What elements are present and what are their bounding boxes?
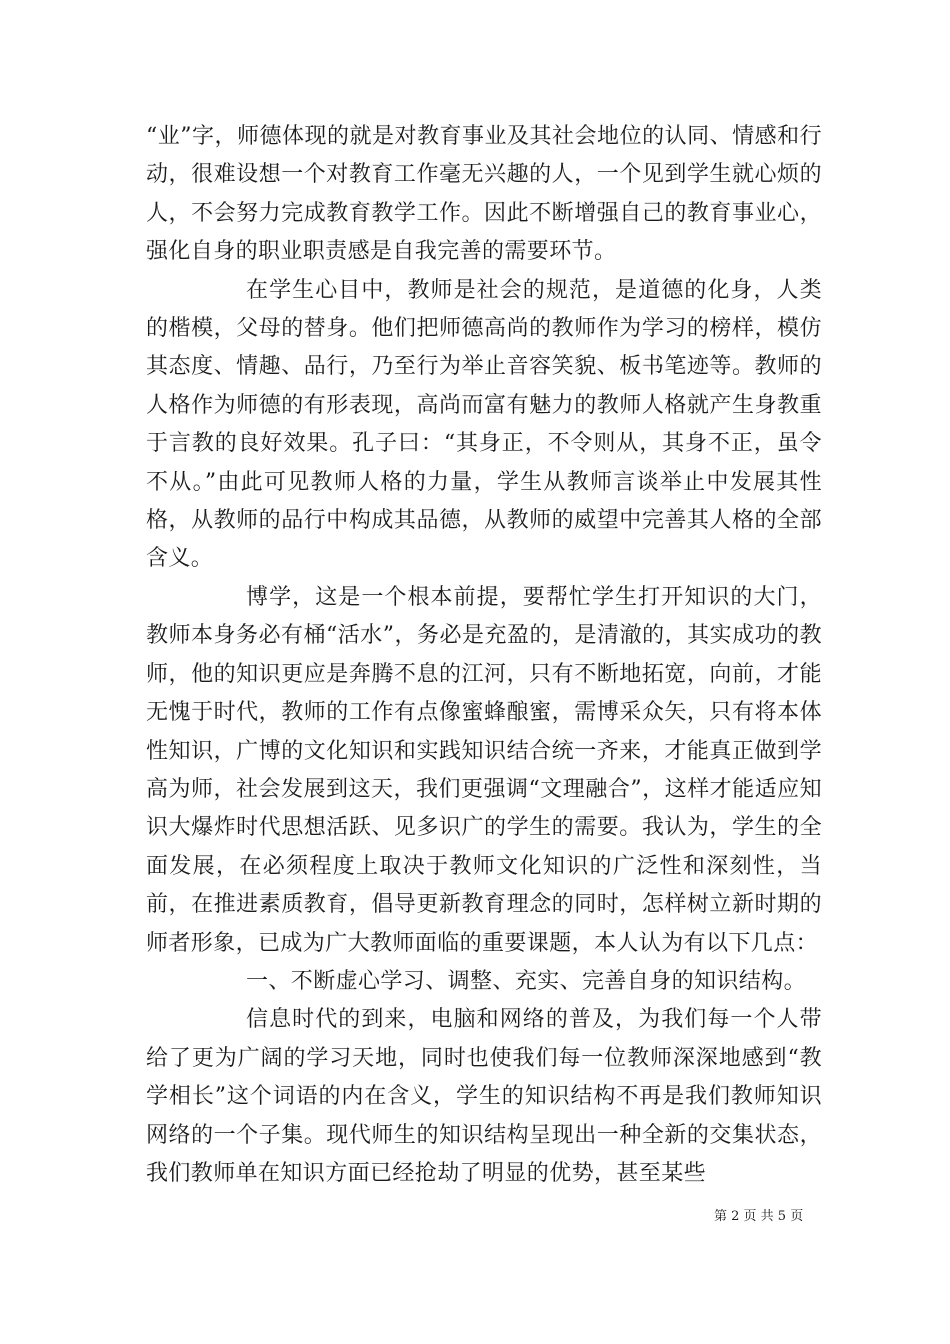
page-number-footer: 第 2 页 共 5 页 — [714, 1209, 804, 1224]
paragraph-1: “业”字，师德体现的就是对教育事业及其社会地位的认同、情感和行动，很难设想一个对教育工作毫无兴趣的人，一个见到学生就心烦的人，不会努力完成教育教学工作。因此不断增强自己的教育事业心，强化自身的职业职责感是自我完善的需要环节。 — [146, 124, 822, 265]
section-heading: 一、不断虚心学习、调整、充实、完善自身的知识结构。 — [246, 968, 807, 994]
paragraph-4: 信息时代的到来，电脑和网络的普及，为我们每一个人带给了更为广阔的学习天地，同时也使我们每一位教师深深地感到“教学相长”这个词语的内在含义，学生的知识结构不再是我们教师知识网络的一个子集。现代师生的知识结构呈现出一种全新的交集状态，我们教师单在知识方面已经抢劫了明显的优势，甚至某些 — [146, 1007, 822, 1186]
paragraph-3: 博学，这是一个根本前提，要帮忙学生打开知识的大门，教师本身务必有桶“活水”，务必是充盈的，是清澈的，其实成功的教师，他的知识更应是奔腾不息的江河，只有不断地拓宽，向前，才能无愧于时代，教师的工作有点像蜜蜂酿蜜，需博采众矢，只有将本体性知识，广博的文化知识和实践知识结合统一齐来，才能真正做到学高为师，社会发展到这天，我们更强调“文理融合”，这样才能适应知识大爆炸时代思想活跃、见多识广的学生的需要。我认为，学生的全面发展，在必须程度上取决于教师文化知识的广泛性和深刻性，当前，在推进素质教育，倡导更新教育理念的同时，怎样树立新时期的师者形象，已成为广大教师面临的重要课题，本人认为有以下几点： — [146, 584, 822, 956]
paragraph-2: 在学生心目中，教师是社会的规范，是道德的化身，人类的楷模，父母的替身。他们把师德高尚的教师作为学习的榜样，模仿其态度、情趣、品行，乃至行为举止音容笑貌、板书笔迹等。教师的人格作为师德的有形表现，高尚而富有魅力的教师人格就产生身教重于言教的良好效果。孔子曰：“其身正，不令则从，其身不正，虽令不从。”由此可见教师人格的力量，学生从教师言谈举止中发展其性格，从教师的品行中构成其品德，从教师的威望中完善其人格的全部含义。 — [146, 277, 822, 572]
document-body — [146, 118, 822, 1193]
